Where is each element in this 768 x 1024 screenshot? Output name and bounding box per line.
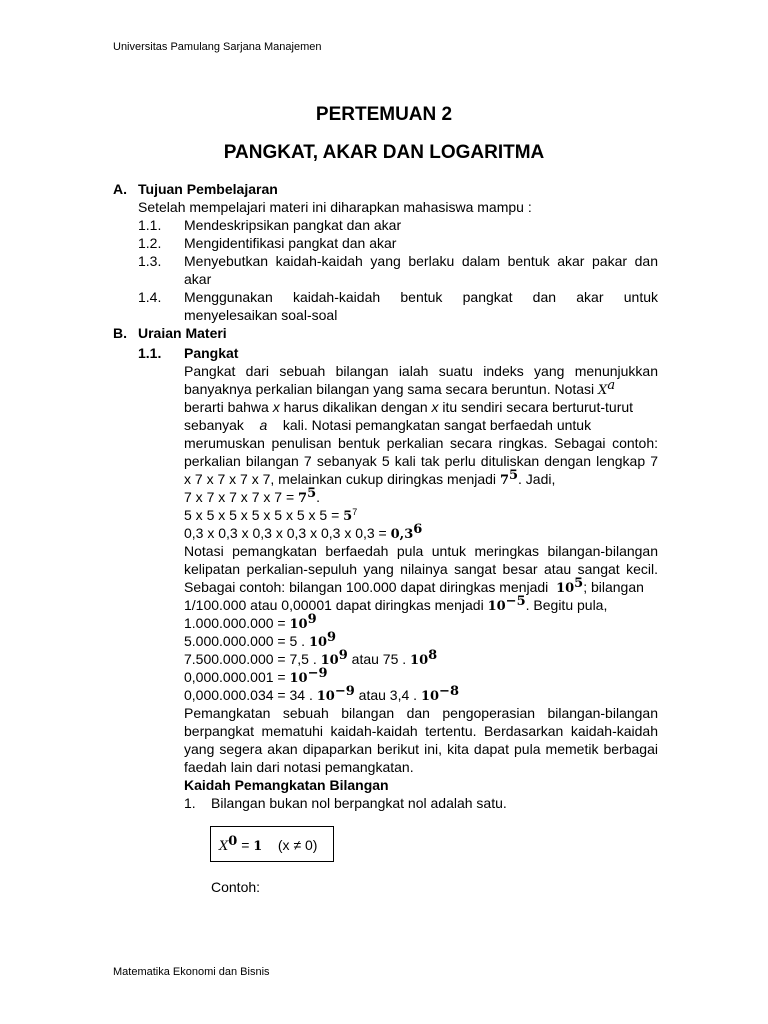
paragraph-line: Pemangkatan sebuah bilangan dan pengoperasian bilangan-bilangan xyxy=(184,705,658,721)
paragraph-line: sebanyak a kali. Notasi pemangkatan sangat berfaedah untuk xyxy=(184,417,592,433)
paragraph-line: berarti bahwa x harus dikalikan dengan x itu sendiri secara berturut-turut xyxy=(184,399,634,415)
section-a-intro: Setelah mempelajari materi ini diharapkan mahasiswa mampu : xyxy=(138,199,532,215)
example-line: $1.000.000.000 = 10^9$ xyxy=(184,612,317,632)
example-label: Contoh: xyxy=(211,879,261,895)
objective-text: Menyebutkan kaidah-kaidah yang berlaku dalam bentuk akar pakar dan xyxy=(184,253,658,269)
section-b-letter: B. xyxy=(113,325,127,341)
paragraph-line: berpangkat mematuhi kaidah-kaidah tertentu. Berdasarkan kaidah-kaidah xyxy=(184,723,658,739)
page-header: Universitas Pamulang Sarjana Manajemen xyxy=(113,41,322,53)
formula-condition: (x ≠ 0) xyxy=(277,837,318,853)
notation-base: X xyxy=(598,383,608,398)
example-line: 5.000.000.000 = 5 . $10^9$ xyxy=(184,630,337,650)
rules-heading: Kaidah Pemangkatan Bilangan xyxy=(184,777,389,793)
objective-number: 1.2. xyxy=(138,235,162,251)
objective-number: 1.1. xyxy=(138,217,162,233)
formula-box: $X^0 = 1$ (x ≠ 0) xyxy=(210,826,334,862)
section-b-heading: Uraian Materi xyxy=(138,325,227,341)
page-subtitle: PANGKAT, AKAR DAN LOGARITMA xyxy=(223,142,545,163)
objective-text: Mengidentifikasi pangkat dan akar xyxy=(184,235,397,251)
equation: 0,3 x 0,3 x 0,3 x 0,3 x 0,3 x $0,3 = 0,3^6$ xyxy=(184,522,423,542)
paragraph-line: Sebagai contoh: bilangan 100.000 dapat diringkas menjadi $10^5$; bilangan xyxy=(184,576,644,596)
objective-text: Mendeskripsikan pangkat dan akar xyxy=(184,217,402,233)
subsection-heading: Pangkat xyxy=(184,345,239,361)
paragraph-line: x 7 x 7 x 7 x 7, melainkan cukup diringkas menjadi $7^5$. Jadi, xyxy=(184,468,556,488)
objective-text-cont: akar xyxy=(184,271,212,287)
rule-text: Bilangan bukan nol berpangkat nol adalah satu. xyxy=(211,795,507,811)
subsection-number: 1.1. xyxy=(138,345,162,361)
section-a-letter: A. xyxy=(113,181,127,197)
objective-text-cont: menyelesaikan soal-soal xyxy=(184,307,338,323)
formula-exponent: 0 xyxy=(228,834,238,849)
paragraph-line: perkalian bilangan 7 sebanyak 5 kali tak perlu dituliskan dengan lengkap 7 xyxy=(184,453,658,469)
notation-exponent: a xyxy=(607,378,616,393)
page-title: PERTEMUAN 2 xyxy=(315,104,453,125)
objective-text: Menggunakan kaidah-kaidah bentuk pangkat dan akar untuk xyxy=(184,289,658,305)
example-line: $0,000.000.001 = 10^{-9}$ xyxy=(184,666,328,686)
objective-number: 1.4. xyxy=(138,289,162,305)
objective-number: 1.3. xyxy=(138,253,162,269)
formula-base: X xyxy=(219,839,229,854)
paragraph-line: 1/100.000 atau 0,00001 dapat diringkas menjadi $10^{-5}$. Begitu pula, xyxy=(184,594,608,614)
example-line: 0,000.000.034 = 34 . $10^{-9}$ atau 3,4 . $10^{-8}$ xyxy=(184,684,459,704)
rule-number: 1. xyxy=(184,795,196,811)
section-a-heading: Tujuan Pembelajaran xyxy=(138,181,278,197)
paragraph-line: Notasi pemangkatan berfaedah pula untuk meringkas bilangan-bilangan xyxy=(184,543,658,559)
paragraph-line: Pangkat dari sebuah bilangan ialah suatu indeks yang menunjukkan xyxy=(184,363,658,379)
paragraph-line: kelipatan perkalian-sepuluh yang nilainya sangat besar atau sangat kecil. xyxy=(184,561,658,577)
paragraph-line: merumuskan penulisan bentuk perkalian secara ringkas. Sebagai contoh: xyxy=(184,435,658,451)
page-footer: Matematika Ekonomi dan Bisnis xyxy=(113,966,270,978)
paragraph-line: banyaknya perkalian bilangan yang sama secara beruntun. Notasi $X^a$ xyxy=(184,378,616,398)
equation: 5 x 5 x 5 x 5 x 5 x 5 x $5 = 5^7$ xyxy=(184,507,358,524)
paragraph-line: yang segera akan dipaparkan berikut ini, kita dapat pula memetik berbagai xyxy=(184,741,658,757)
paragraph-line: faedah lain dari notasi pemangkatan. xyxy=(184,759,414,775)
example-line: 7.500.000.000 = 7,5 . $10^9$ atau 75 . $10^8$ xyxy=(184,648,438,668)
equation: 7 x 7 x 7 x 7 x $7 = 7^5$. xyxy=(184,486,320,506)
